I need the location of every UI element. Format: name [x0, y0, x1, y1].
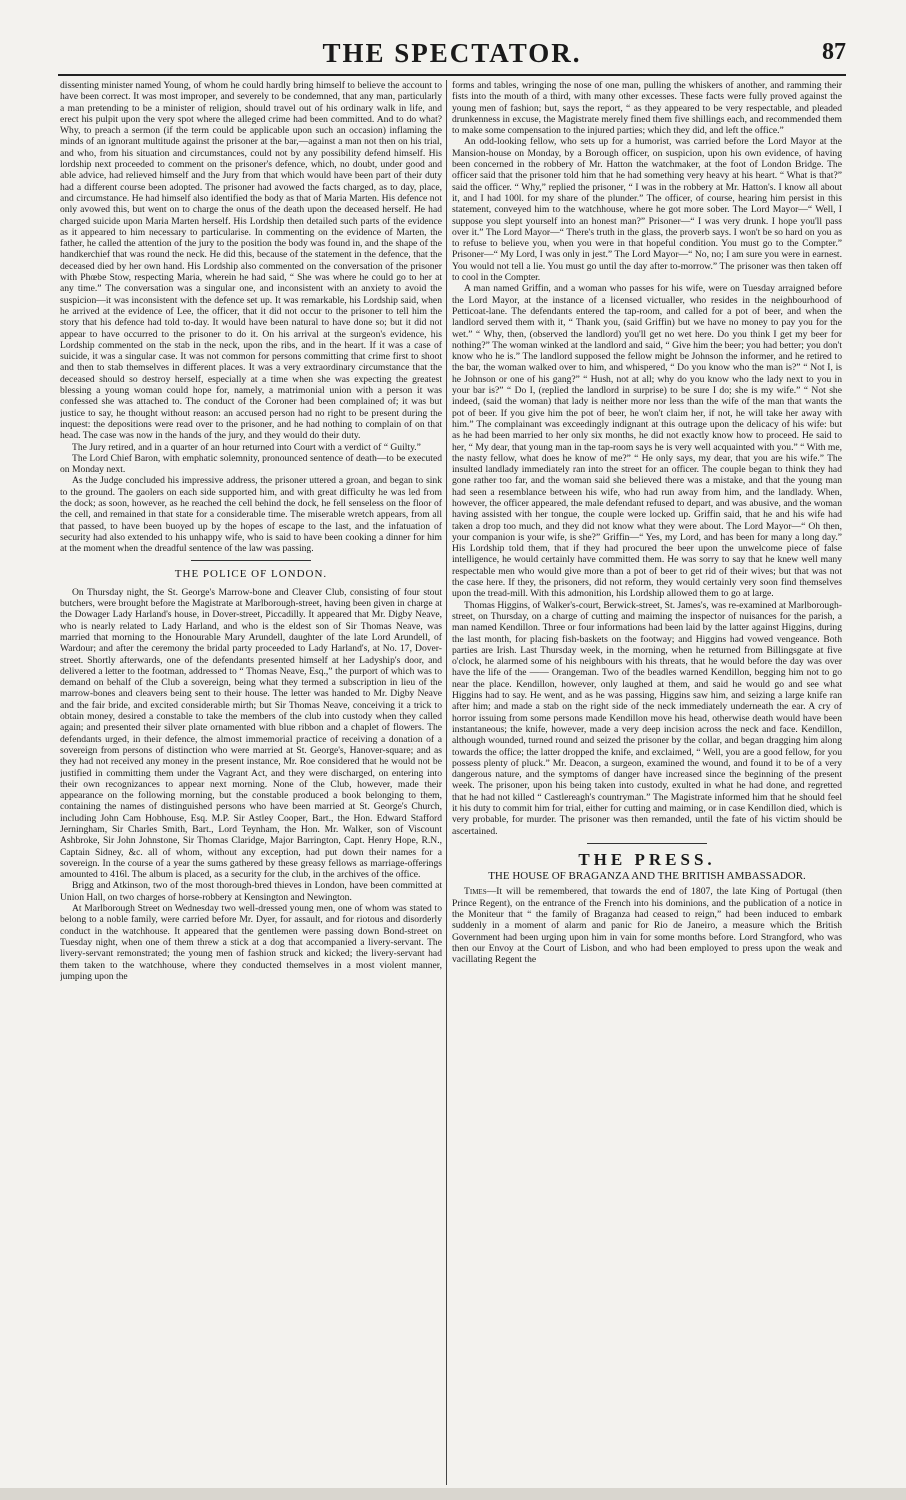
- column-divider: [446, 80, 447, 1485]
- page-bottom-edge: [0, 1488, 906, 1500]
- paragraph: On Thursday night, the St. George's Marrow-bone and Cleaver Club, consisting of four stout butchers, were brought before the Magistrate at Marlborough-street, having been given in charge at the Dowager Lady Harland's house, in Dover-street, Piccadilly. It appeared that Mr. Digby Neave, who is nearly related to Lady Harland, and who is the eldest son of Sir Thomas Neave, was married that morning to the Honourable Mary Arundell, daughter of the late Lord Arundell, of Wardour; and after the ceremony the bridal party proceeded to Lady Harland's, at No. 17, Dover-street. Shortly afterwards, one of the defendants presented himself at her Ladyship's door, and delivered a letter to the footman, addressed to “ Thomas Neave, Esq.,” the purport of which was to demand on behalf of the Club a sovereign, being what they termed a subscription in lieu of the marrow-bones and cleavers being sent to their house. The letter was handed to Mr. Digby Neave and the fair bride, and excited considerable mirth; but Sir Thomas Neave, conceiving it a trick to obtain money, desired a constable to take the members of the club into custody when they called again; and presented their silver plate ornamented with blue ribbon and a chaplet of flowers. The defendants urged, in their defence, the almost immemorial practice of receiving a donation of a sovereign from persons of distinction who were married at St. George's, Hanover-square; and as they had not received any money in the present instance, Mr. Roe considered that he would not be justified in committing them under the Vagrant Act, and they were discharged, on entering into their own recognizances to appear next morning. None of the Club, however, made their appearance on the following morning, but the constable produced a book belonging to them, containing the names of distinguished persons who have been married at St. George's Church, including John Cam Hobhouse, Esq. M.P. Sir Astley Cooper, Bart., the Hon. Edward Stafford Jerningham, Sir Charles Smith, Bart., Lord Teynham, the Hon. Mr. Walker, son of Viscount Ashbroke, Sir John Johnstone, Sir Thomas Claridge, Major Barrington, Capt. Henry Hope, R.N., Captain Sidney, &c. all of whom, without any exception, had put down their names for a sovereign. In the course of a year the sums gathered by these greasy fellows as marriage-offerings amounted to 416l. The album is placed, as a security for the club, in the archives of the office.: [60, 586, 442, 881]
- section-rule: [191, 560, 311, 561]
- source-lead: Times: [464, 886, 487, 898]
- paragraph: A man named Griffin, and a woman who passes for his wife, were on Tuesday arraigned before the Lord Mayor, at the instance of a licensed victualler, who resides in the neighbourhood of Petticoat-lane. The defendants entered the tap-room, and called for a pot of beer, and when the landlord served them with it, “ Thank you, (said Griffin) but we have no money to pay you for the wet.” “ Why, then, (observed the landlord) you'll get no wet here. Do you think I get my beer for nothing?” The woman winked at the landlord and said, “ Give him the beer; you had better; you don't know who he is.” The landlord supposed the fellow might be Johnson the informer, and he retired to the bar, the woman walked over to him, and whispered, “ Do you know who the man is?” “ Not I, is he Johnson or one of his gang?” “ Hush, not at all; why do you know who the lady next to you in your bar is?” “ Do I, (replied the landlord in surprise) to be sure I do; she is my wife.” “ Not she indeed, (said the woman) that lady is neither more nor less than the wife of the man that wants the pot of beer. If you give him the pot of beer, he won't claim her, if not, he will take her away with him.” The complainant was exceedingly indignant at this outrage upon the delicacy of his wife: but as he had been married to her only six months, he did not exactly know how to proceed. He said to her, “ My dear, that young man in the tap-room says he is very well acquainted with you.” “ With me, the nasty fellow, what does he know of me?” “ He only says, my dear, that you are his wife.” The insulted landlady immediately ran into the street for an officer. The couple began to think they had gone rather too far, and the woman said she believed there was a mistake, and that the young man had seen a resemblance between his wife, who had run away from him, and the landlady. When, however, the officer appeared, the male defendant refused to depart, and was abusive, and the woman having assisted with her tongue, the couple were locked up. Griffin said, that he and his wife had taken a drop too much, and they did not know what they were about. The Lord Mayor—“ Oh then, your companion is your wife, is she?” Griffin—“ Yes, my Lord, and has been for many a long day.” His Lordship told them, that if they had procured the beer upon the unwelcome piece of false intelligence, he would certainly have committed them. He was sorry to say that he knew well many respectable men who would give more than a pot of beer to get rid of their wives; but that was not the case here. If they, the prisoners, did not reform, they would certainly very soon find themselves upon the tread-mill. With this admonition, his Lordship allowed them to go at large.: [452, 283, 842, 600]
- paragraph: Brigg and Atkinson, two of the most thorough-bred thieves in London, have been committed at Union Hall, on two charges of horse-robbery at Kensington and Newington.: [60, 880, 442, 903]
- header-rule: [58, 74, 846, 76]
- paragraph: An odd-looking fellow, who sets up for a humorist, was carried before the Lord Mayor at the Mansion-house on Monday, by a Borough officer, on suspicion, upon his own evidence, of having been concerned in the robbery of Mr. Hatton the watchmaker, at the foot of London Bridge. The officer said that the prisoner told him that he had something very heavy at his heart. “ What is that?” said the officer. “ Why,” replied the prisoner, “ I was in the robbery at Mr. Hatton's. I know all about it, and I had 100l. for my share of the plunder.” The officer, of course, hearing him persist in this statement, conveyed him to the watchhouse, where he got more sober. The Lord Mayor—“ Well, I suppose you slept yourself into an honest man?” Prisoner—“ I was very drunk. I hope you'll pass over it.” The Lord Mayor—“ There's truth in the glass, the proverb says. I won't be so hard on you as to refuse to believe you, when you were in that hopeful condition. You must go to the Compter.” Prisoner—“ My Lord, I was only in jest.” The Lord Mayor—“ No, no; I am sure you were in earnest. You would not tell a lie. You must go until the day after to-morrow.” The prisoner was then taken off to cool in the Compter.: [452, 136, 842, 284]
- right-column: [452, 80, 842, 1490]
- paragraph: Thomas Higgins, of Walker's-court, Berwick-street, St. James's, was re-examined at Marlborough-street, on Thursday, on a charge of cutting and maiming the inspector of nuisances for the parish, a man named Kendillon. Three or four informations had been laid by the latter against Higgins, during the last month, for placing fish-baskets on the footway; and Higgins had vowed vengeance. Both parties are Irish. Last Thursday week, in the morning, when he returned from Billingsgate at five o'clock, he alarmed some of his neighbours with his threats, that he would before the day was over have the life of the —— Orangeman. Two of the beadles warned Kendillon, begging him not to go near the place. Kendillon, however, only laughed at them, and said he would go and see what Higgins had to say. He went, and as he was passing, Higgins saw him, and seizing a large knife ran after him; and made a stab on the right side of the neck immediately underneath the ear. A cry of horror issuing from some persons made Kendillon move his head, otherwise death would have been instantaneous; the knife, however, made a very deep incision across the neck and face. Kendillon, although wounded, turned round and seized the prisoner by the collar, and began dragging him along towards the office; the latter dropped the knife, and exclaimed, “ Well, you are a good fellow, for you possess plenty of pluck.” Mr. Deacon, a surgeon, examined the wound, and found it to be of a very dangerous nature, and the symptoms of danger have increased since the beginning of the present week. The prisoner, upon his being taken into custody, exulted in what he had done, and regretted that he had not killed “ Castlereagh's countryman.” The Magistrate informed him that he should feel it his duty to commit him for trial, either for cutting and maiming, or in case Kendillon died, which is very probable, for murder. The prisoner was then remanded, until the fate of his victim should be ascertained.: [452, 599, 842, 837]
- masthead-title: THE SPECTATOR.: [322, 38, 582, 68]
- paragraph-text: —It will be remembered, that towards the end of 1807, the late King of Portugal (then Prince Regent), on the entrance of the French into his dominions, and the publication of a notice in the Moniteur that “ the family of Braganza had ceased to reign,” had been induced to embark suddenly in a moment of alarm and panic for Rio de Janeiro, a measure which the British Government had been urging upon him in vain for some months before. Lord Strangford, who was then our Envoy at the Court of Lisbon, and who had been employed to press upon the weak and vacillating Regent the: [452, 886, 842, 966]
- paragraph: At Marlborough Street on Wednesday two well-dressed young men, one of whom was stated to belong to a noble family, were carried before Mr. Dyer, for assault, and for riotous and disorderly conduct in the watchhouse. It appeared that the gentlemen were passing down Bond-street on Tuesday night, when one of them threw a stick at a dog that accompanied a livery-servant. The livery-servant remonstrated; the young men of fashion struck and kicked; the livery-servant had them taken to the watchhouse, where they conducted themselves in a most violent manner, jumping upon the: [60, 903, 442, 982]
- section-rule: [587, 843, 707, 844]
- left-column: [60, 80, 442, 1490]
- page-header: [58, 38, 846, 72]
- paragraph: dissenting minister named Young, of whom he could hardly bring himself to believe the account to have been correct. It was most improper, and severely to be condemned, that any man, particularly a man pretending to be a minister of religion, should travel out of his ordinary walk in life, and erect his pulpit upon the very spot where the alleged crime had been committed. And to do what? Why, to preach a sermon (if the term could be applicable upon such an occasion) inflaming the minds of an ignorant multitude against the prisoner at the bar,—against a man not then on his trial, and who, from his situation and circumstances, could not by any possibility defend himself. His lordship next proceeded to comment on the prisoner's defence, which, no doubt, under good and able advice, had relieved himself and the Jury from that which would have been part of their duty had a different course been adopted. The prisoner had avowed the facts charged, as to day, place, and circumstance. He had himself also identified the body as that of Maria Marten. His defence not only avowed this, but went on to charge the onus of the death upon the deceased herself. He had charged suicide upon Maria Marten herself. His Lordship then detailed such parts of the evidence as it appeared to him necessary to particularise. In commenting on the evidence of Marten, the father, he called the attention of the jury to the position the body was found in, and the shape of the handkerchief that was round the neck. He did this, because of the statement in the defence, that the deceased died by her own hand. His Lordship also commented on the conversation of the prisoner with Phœbe Stow, respecting Maria, wherein he had said, “ She was where he could go to her at any time.” The conversation was a singular one, and inconsistent with an anxiety to avoid the suspicion—it was inconsistent with the defence set up. It was remarkable, his Lordship said, when he arrived at the evidence of Lee, the officer, that it did not occur to the prisoner to tell him the story that his defence had told to-day. It would have been natural to have done so; but it did not appear to have occurred to the prisoner to do it. On his arrival at the surgeon's evidence, his Lordship commented on the stab in the neck, upon the ribs, and in the heart. If it was a case of suicide, it was a singular case. It was not common for persons committing that crime first to shoot and then to stab themselves in different places. It was a very extraordinary circumstance that the deceased should so destroy herself, especially at a time when she was expecting the greatest blessing a young woman could hope for, namely, a matrimonial union with a person it was confessed she was attached to. The conduct of the Coroner had been complained of; it was but justice to say, he thought without reason: an accused person had no right to be present during the inquest: the depositions were read over to the prisoner, and he had nothing to complain of on that head. The case was now in the hands of the jury, and they would do their duty.: [60, 80, 442, 442]
- paragraph: The Lord Chief Baron, with emphatic solemnity, pronounced sentence of death—to be executed on Monday next.: [60, 452, 442, 476]
- paragraph: [452, 886, 842, 965]
- paragraph: The Jury retired, and in a quarter of an hour returned into Court with a verdict of “ Guilty.”: [72, 441, 421, 453]
- article-title: THE HOUSE OF BRAGANZA AND THE BRITISH AMBASSADOR.: [488, 870, 806, 883]
- paragraph: As the Judge concluded his impressive address, the prisoner uttered a groan, and began to sink to the ground. The gaolers on each side supported him, and with great difficulty he was led from the dock; as soon, however, as he reached the cell behind the dock, he fell senseless on the floor of the cell, and remained in that state for a considerable time. The miserable wretch appears, from all that passed, to have been buoyed up by the hopes of escape to the last, and the infatuation of security had also extended to his unhappy wife, who is said to have been cooking a dinner for him at the moment when the dreadful sentence of the law was passing.: [60, 475, 442, 555]
- section-title-press: THE PRESS.: [578, 849, 716, 869]
- page-number: 87: [822, 39, 846, 65]
- paragraph: forms and tables, wringing the nose of one man, pulling the whiskers of another, and ramming their fists into the mouth of a third, with many other excesses. These facts were fully proved against the young men of fashion; but, says the report, “ as they appeared to be very respectable, and pleaded drunkenness in excuse, the Magistrate merely fined them five shillings each, and recommended them to make some compensation to the injured parties; which they did, and left the office.”: [452, 80, 842, 137]
- section-title-police: THE POLICE OF LONDON.: [174, 568, 328, 581]
